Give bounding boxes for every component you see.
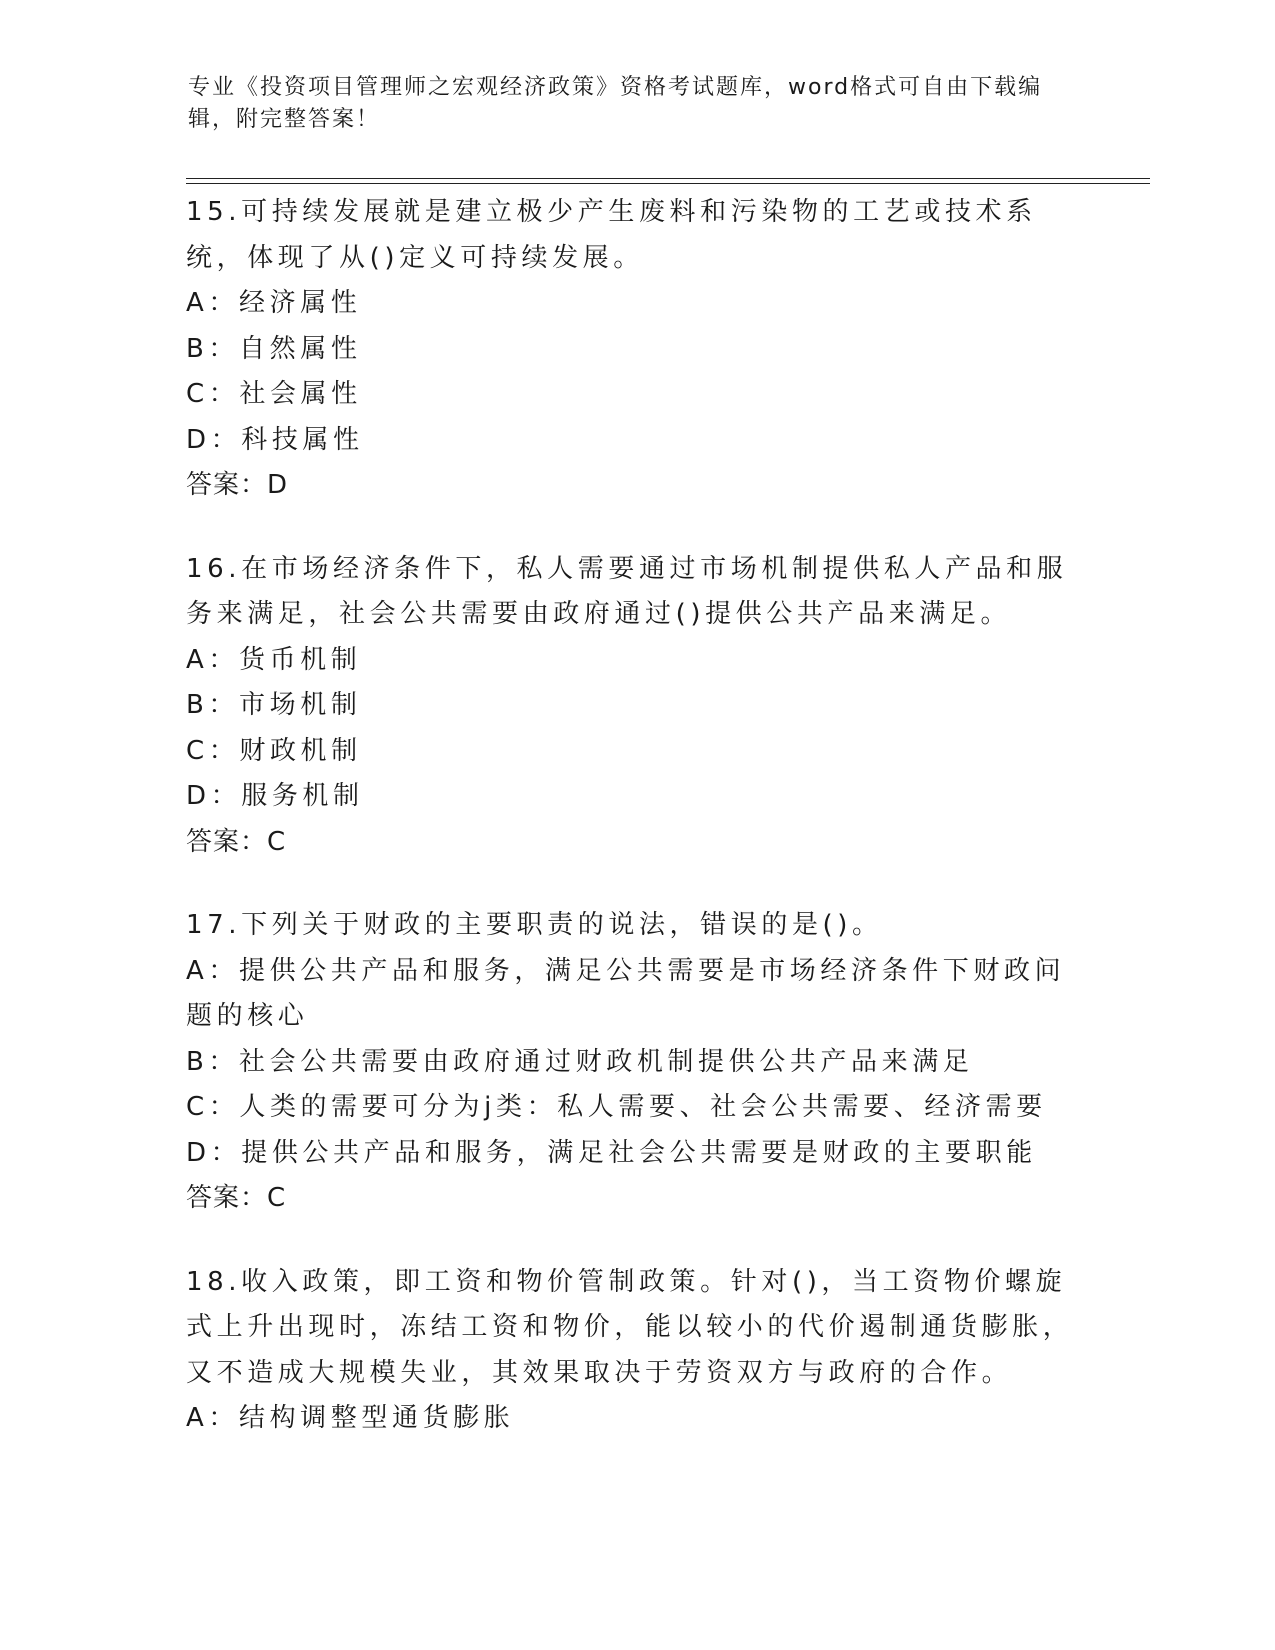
header-note: 专业《投资项目管理师之宏观经济政策》资格考试题库，word格式可自由下载编辑，附完整答案！ bbox=[188, 75, 1043, 132]
question-16 bbox=[186, 547, 1086, 866]
question-list bbox=[186, 190, 1086, 1480]
answer: 答案：D bbox=[186, 470, 289, 500]
question-stem: 16.在市场经济条件下，私人需要通过市场机制提供私人产品和服务来满足，社会公共需要由政府通过()提供公共产品来满足。 bbox=[186, 553, 1068, 629]
option-d: D：服务机制 bbox=[186, 781, 364, 811]
option-a: A：提供公共产品和服务，满足公共需要是市场经济条件下财政问题的核心 bbox=[186, 955, 1066, 1031]
option-d: D：科技属性 bbox=[186, 424, 364, 455]
option-c: C：财政机制 bbox=[186, 735, 362, 766]
question-stem: 17.下列关于财政的主要职责的说法，错误的是()。 bbox=[186, 910, 883, 940]
answer: 答案：C bbox=[186, 1183, 287, 1213]
option-b: B：市场机制 bbox=[186, 690, 362, 720]
header-divider-double bbox=[186, 183, 1150, 184]
option-a: A：经济属性 bbox=[186, 288, 362, 318]
question-stem: 18.收入政策，即工资和物价管制政策。针对()，当工资物价螺旋式上升出现时，冻结工资和物价，能以较小的代价遏制通货膨胀，又不造成大规模失业，其效果取决于劳资双方与政府的合作。 bbox=[186, 1266, 1074, 1388]
option-b: B：社会公共需要由政府通过财政机制提供公共产品来满足 bbox=[186, 1046, 974, 1077]
question-stem: 15.可持续发展就是建立极少产生废料和污染物的工艺或技术系统，体现了从()定义可持续发展。 bbox=[186, 197, 1037, 273]
question-18 bbox=[186, 1260, 1086, 1442]
option-c: C：人类的需要可分为j类：私人需要、社会公共需要、经济需要 bbox=[186, 1092, 1047, 1122]
option-a: A：货币机制 bbox=[186, 644, 362, 675]
question-17 bbox=[186, 903, 1086, 1222]
option-b: B：自然属性 bbox=[186, 333, 362, 364]
option-c: C：社会属性 bbox=[186, 379, 362, 409]
header-divider bbox=[186, 178, 1150, 179]
question-15 bbox=[186, 190, 1086, 509]
option-a: A：结构调整型通货膨胀 bbox=[186, 1403, 515, 1433]
option-d: D：提供公共产品和服务，满足社会公共需要是财政的主要职能 bbox=[186, 1137, 1037, 1168]
answer: 答案：C bbox=[186, 826, 287, 857]
